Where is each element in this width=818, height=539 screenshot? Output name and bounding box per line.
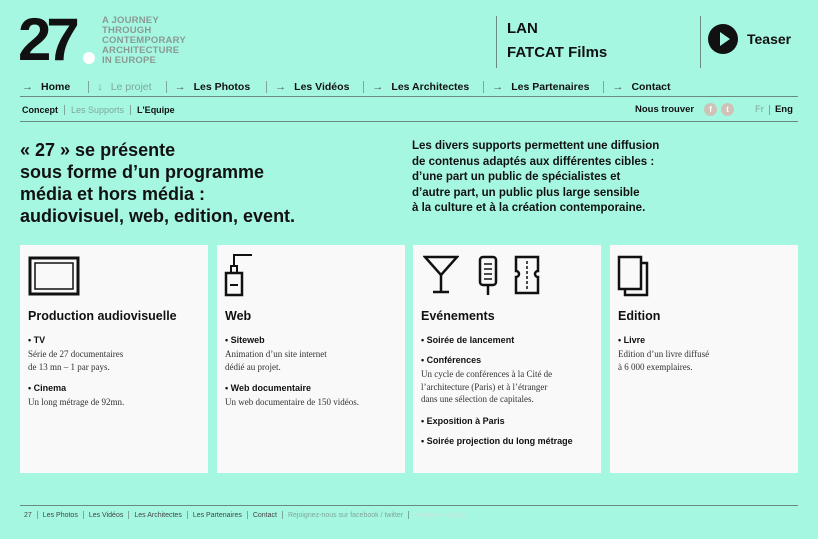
item-title: • Exposition à Paris <box>421 415 505 426</box>
card-web <box>217 245 405 473</box>
nav-le-projet[interactable] <box>97 81 151 93</box>
card-item <box>225 383 401 409</box>
tv-icon <box>28 256 80 296</box>
item-desc-line: Un long métrage de 92mn. <box>28 397 125 407</box>
subnav-divider <box>20 121 798 122</box>
logo-dot <box>83 52 95 64</box>
item-title: • Cinema <box>28 383 67 393</box>
arrow-right-icon: → <box>22 81 33 93</box>
headline-line: audiovisuel, web, edition, event. <box>20 206 296 226</box>
nav-home[interactable] <box>22 81 70 93</box>
card-body <box>421 335 597 456</box>
footer-link-partenaires[interactable]: Les Partenaires <box>192 511 242 519</box>
nav-label: Contact <box>631 81 671 93</box>
page-headline <box>20 139 350 227</box>
footer-link-social[interactable]: Rejoignez-nous sur facebook / twitter <box>287 511 404 519</box>
partner-lan[interactable]: LAN <box>507 20 538 37</box>
nav-label: Home <box>41 81 71 93</box>
item-desc-line: Animation d’un site internet <box>225 349 327 359</box>
item-desc-line: Edition d’un livre diffusé <box>618 349 710 359</box>
intro-line: d’une part un public de spécialistes et <box>412 171 621 183</box>
nav-separator <box>88 81 89 93</box>
card-body <box>618 335 794 383</box>
headline-line: « 27 » se présente <box>20 140 176 160</box>
arrow-right-icon: → <box>174 81 186 93</box>
card-item <box>421 436 597 446</box>
footer-link-architectes[interactable]: Les Architectes <box>134 511 182 519</box>
microphone-icon <box>477 255 499 297</box>
item-desc-line: Série de 27 documentaires <box>28 349 124 359</box>
teaser-label: Teaser <box>747 31 792 47</box>
facebook-icon[interactable]: f <box>704 103 717 116</box>
lang-eng[interactable]: Eng <box>774 104 793 115</box>
footer-link-videos[interactable]: Les Vidéos <box>88 511 124 519</box>
footer-separator <box>247 511 248 519</box>
item-desc-line: Un cycle de conférences à la Cité de <box>421 369 553 379</box>
nav-separator <box>166 81 167 93</box>
headline-line: sous forme d’un programme <box>20 162 265 182</box>
partner-fatcat[interactable]: FATCAT Films <box>507 44 608 61</box>
card-item <box>421 416 597 426</box>
nav-separator <box>363 81 364 93</box>
card-body <box>225 335 401 419</box>
item-title: • Web documentaire <box>225 383 312 393</box>
card-title: Production audiovisuelle <box>28 309 177 323</box>
tagline-line: IN EUROPE <box>102 55 157 66</box>
footer-separator <box>408 511 409 519</box>
nav-contact[interactable] <box>612 81 670 93</box>
item-title: • Soirée de lancement <box>421 335 515 345</box>
cocktail-glass-icon <box>423 255 459 295</box>
card-item <box>618 335 794 373</box>
header-divider <box>700 16 701 68</box>
footer-separator <box>128 511 129 519</box>
sub-nav <box>22 105 175 115</box>
mobile-device-icon <box>223 251 255 297</box>
footer-separator <box>37 511 38 519</box>
card-events <box>413 245 601 473</box>
card-item <box>421 335 597 345</box>
nav-separator <box>266 81 267 93</box>
intro-line: à la culture et à la création contemporaine. <box>412 202 646 214</box>
item-title: • TV <box>28 335 46 345</box>
tagline-line: CONTEMPORARY <box>102 35 186 46</box>
item-title: • Conférences <box>421 355 482 365</box>
teaser-button[interactable] <box>708 24 791 54</box>
nav-label: Le projet <box>110 81 152 93</box>
lang-fr[interactable]: Fr <box>755 104 764 115</box>
arrow-down-icon: ↓ <box>97 81 103 93</box>
nav-label: Les Photos <box>193 81 251 93</box>
item-desc-line: Un web documentaire de 150 vidéos. <box>225 397 359 407</box>
subnav-separator <box>130 105 131 115</box>
footer-divider <box>20 505 798 506</box>
main-nav <box>22 78 798 96</box>
book-icon <box>617 255 651 297</box>
item-title: • Soirée projection du long métrage <box>421 435 573 446</box>
item-title: • Siteweb <box>225 335 265 345</box>
subnav-concept[interactable]: Concept <box>22 105 58 115</box>
lang-separator <box>769 105 770 115</box>
nav-les-videos[interactable] <box>275 81 349 93</box>
card-item <box>421 355 597 406</box>
subnav-les-supports[interactable]: Les Supports <box>71 105 125 115</box>
tagline <box>102 16 186 66</box>
nav-label: Les Partenaires <box>511 81 590 93</box>
card-title: Web <box>225 309 252 323</box>
footer-separator <box>187 511 188 519</box>
tagline-line: A JOURNEY <box>102 15 159 26</box>
footer-link-27[interactable]: 27 <box>24 511 32 519</box>
nav-label: Les Vidéos <box>294 81 350 93</box>
tagline-line: ARCHITECTURE <box>102 45 180 56</box>
social-label: Nous trouver <box>635 104 695 115</box>
card-item <box>28 383 204 409</box>
subnav-lequipe[interactable]: L'Equipe <box>137 105 175 115</box>
nav-les-architectes[interactable] <box>372 81 469 93</box>
footer-separator <box>282 511 283 519</box>
item-title: • Livre <box>618 335 646 345</box>
tagline-line: THROUGH <box>102 25 152 36</box>
footer-link-contact[interactable]: Contact <box>252 511 277 519</box>
card-item <box>28 335 204 373</box>
item-desc-line: dans une sélection de capitales. <box>421 394 534 404</box>
card-audiovisual <box>20 245 208 473</box>
intro-line: de contenus adaptés aux différentes cibles : <box>412 155 655 168</box>
subnav-separator <box>64 105 65 115</box>
nav-label: Les Architectes <box>391 81 470 93</box>
nav-divider <box>20 96 798 97</box>
card-item <box>225 335 401 373</box>
card-body <box>28 335 204 419</box>
arrow-right-icon: → <box>372 81 384 93</box>
arrow-right-icon: → <box>612 81 624 93</box>
language-switcher <box>755 104 793 115</box>
intro-line: d’autre part, un public plus large sensible <box>412 186 640 199</box>
twitter-icon[interactable]: t <box>721 103 734 116</box>
nav-separator <box>603 81 604 93</box>
footer-link-mentions[interactable]: Mentions légales <box>414 511 467 519</box>
item-desc-line: l’architecture (Paris) et à l’étranger <box>421 381 548 392</box>
social-links <box>635 103 734 116</box>
logo[interactable]: 27 <box>18 6 75 73</box>
item-desc-line: de 13 mn – 1 par pays. <box>28 361 110 372</box>
card-title: Evénements <box>421 309 495 323</box>
card-title: Edition <box>618 309 661 323</box>
ticket-icon <box>513 255 541 295</box>
footer-nav <box>24 511 467 519</box>
footer-separator <box>83 511 84 519</box>
header-divider <box>496 16 497 68</box>
nav-separator <box>483 81 484 93</box>
arrow-right-icon: → <box>275 81 287 93</box>
nav-les-photos[interactable] <box>175 81 251 93</box>
item-desc-line: dédié au projet. <box>225 361 281 372</box>
nav-les-partenaires[interactable] <box>492 81 589 93</box>
intro-line: Les divers supports permettent une diffusion <box>412 140 660 152</box>
footer-link-photos[interactable]: Les Photos <box>42 511 78 519</box>
item-desc-line: à 6 000 exemplaires. <box>618 361 693 372</box>
arrow-right-icon: → <box>492 81 504 93</box>
intro-text <box>412 139 712 217</box>
play-icon <box>708 24 738 54</box>
headline-line: média et hors média : <box>20 184 206 204</box>
card-edition <box>610 245 798 473</box>
